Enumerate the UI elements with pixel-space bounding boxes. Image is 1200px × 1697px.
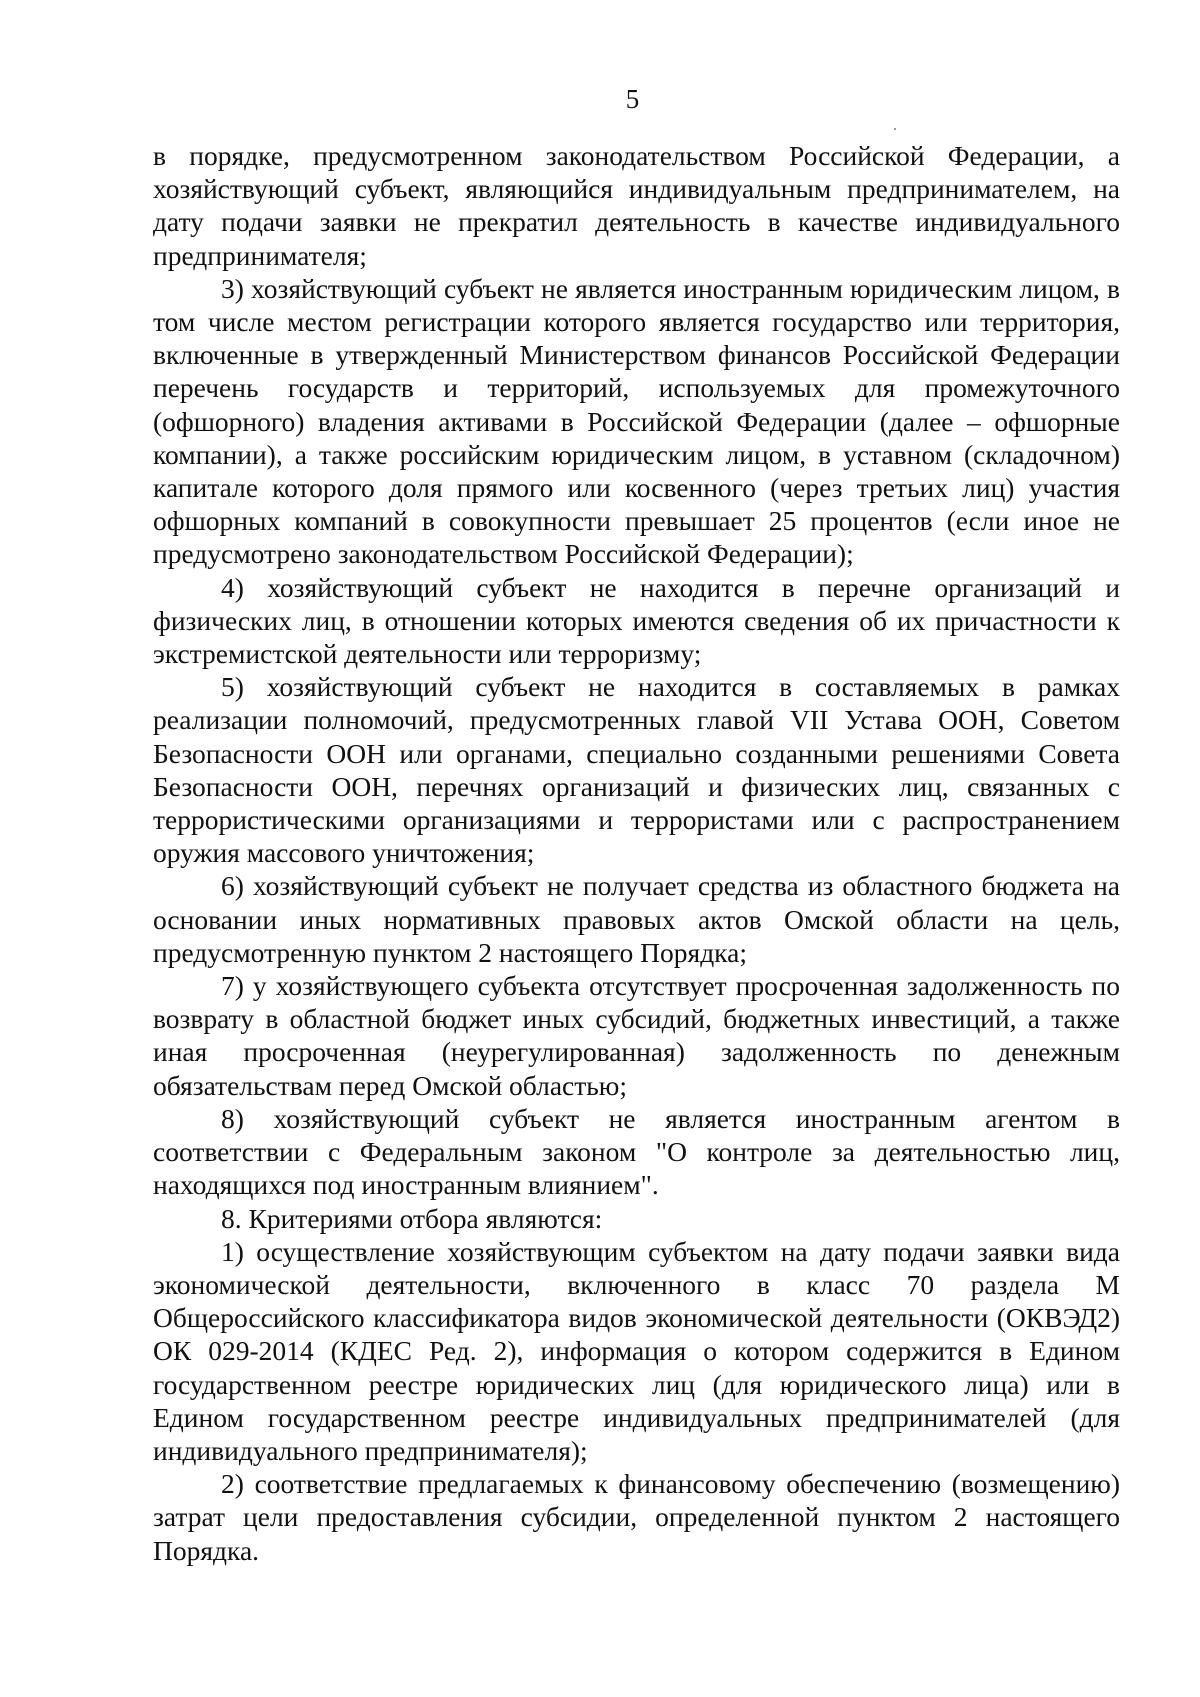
paragraph-item-6: 6) хозяйствующий субъект не получает средства из областного бюджета на основании иных нормативных правовых актов Омской области на цель, предусмотренную пунктом 2 настоящего Порядка; (153, 870, 1120, 968)
paragraph-item-3: 3) хозяйствующий субъект не является иностранным юридическим лицом, в том числе местом регистрации которого является государство или территория, включенные в утвержденный Министерством финансов Российской Федерации перечень государств и территорий, используемых для промежуточного (офшорного) владения активами в Российской Федерации (далее – офшорные компании), а также российским юридическим лицом, в уставном (складочном) капитале которого доля прямого или косвенного (через третьих лиц) участия офшорных компаний в совокупности превышает 25 процентов (если иное не предусмотрено законодательством Российской Федерации); (153, 272, 1120, 570)
paragraph-item-5: 5) хозяйствующий субъект не находится в составляемых в рамках реализации полномочий, предусмотренных главой VII Устава ООН, Советом Безопасности ООН или органами, специально созданными решениями Совета Безопасности ООН, перечнях организаций и физических лиц, связанных с террористическими организациями и террористами или с распространением оружия массового уничтожения; (153, 671, 1120, 869)
criteria-item-2: 2) соответствие предлагаемых к финансовому обеспечению (возмещению) затрат цели предоставления субсидии, определенной пунктом 2 настоящего Порядка. (153, 1468, 1120, 1566)
scan-speck (894, 128, 896, 130)
section-8-heading: 8. Критериями отбора являются: (221, 1202, 603, 1234)
page-number: 5 (625, 84, 640, 114)
document-body (153, 139, 1120, 1567)
paragraph-continuation: в порядке, предусмотренном законодательством Российской Федерации, а хозяйствующий субъект, являющийся индивидуальным предпринимателем, на дату подачи заявки не прекратил деятельность в качестве индивидуального предпринимателя; (153, 140, 1120, 271)
paragraph-item-8: 8) хозяйствующий субъект не является иностранным агентом в соответствии с Федеральным законом "О контроле за деятельностью лиц, находящихся под иностранным влиянием". (153, 1102, 1120, 1201)
paragraph-item-4: 4) хозяйствующий субъект не находится в перечне организаций и физических лиц, в отношении которых имеются сведения об их причастности к экстремистской деятельности или терроризму; (153, 571, 1120, 670)
criteria-item-1: 1) осуществление хозяйствующим субъектом на дату подачи заявки вида экономической деятельности, включенного в класс 70 раздела М Общероссийского классификатора видов экономической деятельности (ОКВЭД2) ОК 029-2014 (КДЕС Ред. 2), информация о котором содержится в Едином государственном реестре юридических лиц (для юридического лица) или в Едином государственном реестре индивидуальных предпринимателей (для индивидуального предпринимателя); (153, 1235, 1120, 1466)
paragraph-item-7: 7) у хозяйствующего субъекта отсутствует просроченная задолженность по возврату в областной бюджет иных субсидий, бюджетных инвестиций, а также иная просроченная (неурегулированная) задолженность по денежным обязательствам перед Омской областью; (153, 970, 1120, 1101)
